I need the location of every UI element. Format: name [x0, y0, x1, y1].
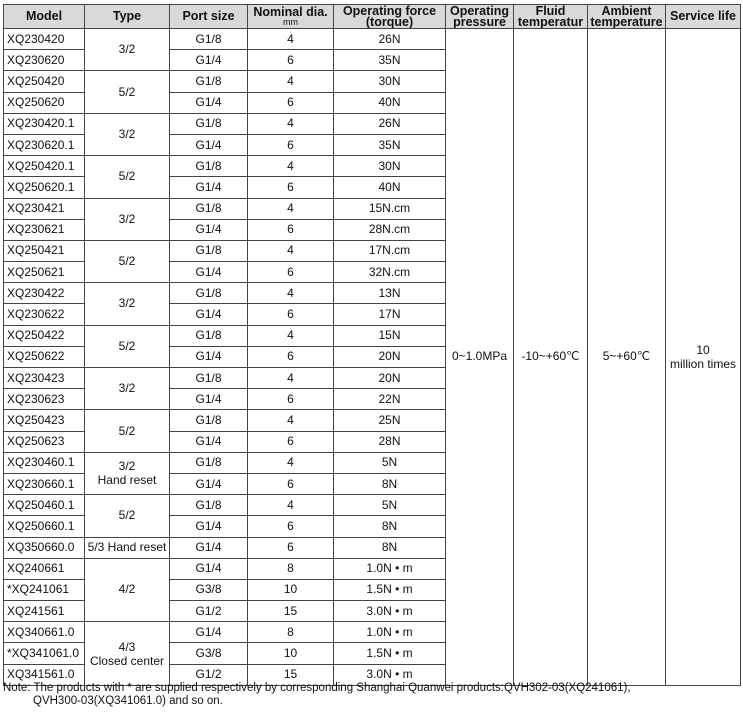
header-operating-force-sub: (torque) [365, 14, 414, 29]
port-size-cell: G3/8 [170, 643, 248, 664]
operating-force-cell: 40N [334, 92, 446, 113]
model-cell: XQ250460.1 [4, 495, 85, 516]
nominal-dia-cell: 6 [248, 389, 334, 410]
model-cell: XQ250423 [4, 410, 85, 431]
nominal-dia-cell: 8 [248, 622, 334, 643]
model-cell: XQ241561 [4, 601, 85, 622]
nominal-dia-cell: 4 [248, 71, 334, 92]
model-cell: XQ230422 [4, 283, 85, 304]
model-cell: XQ250421 [4, 240, 85, 261]
model-cell: XQ250420.1 [4, 156, 85, 177]
nominal-dia-cell: 4 [248, 113, 334, 134]
operating-force-cell: 32N.cm [334, 262, 446, 283]
operating-force-cell: 26N [334, 29, 446, 50]
operating-pressure-cell: 0~1.0MPa [446, 29, 514, 686]
nominal-dia-cell: 6 [248, 537, 334, 558]
header-fluid-temperature-line1: Fluid [535, 4, 566, 18]
operating-force-cell: 30N [334, 156, 446, 177]
nominal-dia-cell: 8 [248, 558, 334, 579]
operating-force-cell: 28N [334, 431, 446, 452]
model-cell: XQ341561.0 [4, 664, 85, 685]
operating-force-cell: 8N [334, 473, 446, 494]
operating-force-cell: 5N [334, 495, 446, 516]
type-cell [85, 622, 170, 686]
operating-force-cell: 1.5N • m [334, 579, 446, 600]
type-cell: 3/2 [85, 113, 170, 155]
port-size-cell: G1/8 [170, 325, 248, 346]
nominal-dia-cell: 4 [248, 29, 334, 50]
ambient-temperature-cell: 5~+60℃ [588, 29, 666, 686]
type-label-line: 3/2 [118, 459, 136, 474]
port-size-cell: G1/4 [170, 262, 248, 283]
operating-force-cell: 5N [334, 452, 446, 473]
header-row [4, 5, 741, 29]
nominal-dia-cell: 4 [248, 368, 334, 389]
nominal-dia-cell: 6 [248, 516, 334, 537]
port-size-cell: G1/8 [170, 113, 248, 134]
model-cell: XQ250621 [4, 262, 85, 283]
port-size-cell: G1/8 [170, 410, 248, 431]
nominal-dia-cell: 4 [248, 410, 334, 431]
header-operating-force [334, 5, 446, 29]
type-cell: 5/2 [85, 325, 170, 367]
header-operating-pressure-line1: Operating [449, 4, 510, 18]
footnote-line2: QVH300-03(XQ341061.0) and so on. [33, 695, 223, 707]
header-operating-pressure [446, 5, 514, 29]
port-size-cell: G1/4 [170, 304, 248, 325]
operating-force-cell: 17N.cm [334, 240, 446, 261]
model-cell: XQ250420 [4, 71, 85, 92]
nominal-dia-cell: 15 [248, 601, 334, 622]
operating-force-cell: 3.0N • m [334, 664, 446, 685]
nominal-dia-cell: 4 [248, 283, 334, 304]
operating-force-cell: 17N [334, 304, 446, 325]
nominal-dia-cell: 6 [248, 134, 334, 155]
type-label-line: Closed center [89, 653, 165, 668]
model-cell: XQ230622 [4, 304, 85, 325]
type-cell: 3/2 [85, 368, 170, 410]
type-cell: 5/2 [85, 410, 170, 452]
nominal-dia-cell: 6 [248, 346, 334, 367]
model-cell: XQ230421 [4, 198, 85, 219]
operating-force-cell: 3.0N • m [334, 601, 446, 622]
nominal-dia-cell: 10 [248, 579, 334, 600]
header-fluid-temperature-line2: temperatur [517, 14, 584, 29]
header-ambient-temperature-line1: Ambient [601, 4, 652, 18]
nominal-dia-cell: 4 [248, 240, 334, 261]
nominal-dia-cell: 6 [248, 473, 334, 494]
operating-force-cell: 8N [334, 516, 446, 537]
port-size-cell: G1/4 [170, 431, 248, 452]
port-size-cell: G1/4 [170, 177, 248, 198]
header-nominal-dia-unit: mm [283, 17, 298, 27]
model-cell: XQ250422 [4, 325, 85, 346]
type-cell [85, 452, 170, 494]
operating-force-cell: 26N [334, 113, 446, 134]
header-ambient-temperature-line2: temperature [590, 14, 663, 29]
port-size-cell: G1/4 [170, 558, 248, 579]
operating-force-cell: 1.0N • m [334, 622, 446, 643]
model-cell: XQ230620.1 [4, 134, 85, 155]
port-size-cell: G1/4 [170, 50, 248, 71]
header-port-size: Port size [170, 5, 248, 29]
port-size-cell: G1/8 [170, 368, 248, 389]
operating-force-cell: 30N [334, 71, 446, 92]
port-size-cell: G1/8 [170, 156, 248, 177]
table-row [4, 29, 741, 50]
header-fluid-temperature [514, 5, 588, 29]
header-model: Model [4, 5, 85, 29]
nominal-dia-cell: 4 [248, 198, 334, 219]
model-cell: XQ230423 [4, 368, 85, 389]
nominal-dia-cell: 4 [248, 495, 334, 516]
model-cell: XQ250620.1 [4, 177, 85, 198]
type-cell: 3/2 [85, 283, 170, 325]
service-life-unit: million times [669, 356, 736, 371]
port-size-cell: G1/8 [170, 283, 248, 304]
port-size-cell: G1/4 [170, 537, 248, 558]
operating-force-cell: 1.5N • m [334, 643, 446, 664]
operating-force-cell: 1.0N • m [334, 558, 446, 579]
model-cell: XQ250620 [4, 92, 85, 113]
model-cell: *XQ341061.0 [4, 643, 85, 664]
port-size-cell: G1/8 [170, 495, 248, 516]
port-size-cell: G1/2 [170, 601, 248, 622]
model-cell: XQ250660.1 [4, 516, 85, 537]
nominal-dia-cell: 6 [248, 431, 334, 452]
port-size-cell: G1/8 [170, 29, 248, 50]
type-cell: 4/2 [85, 558, 170, 622]
model-cell: XQ350660.0 [4, 537, 85, 558]
footnote-line1: Note: The products with * are supplied respectively by corresponding Shanghai Quanwei products:QVH302-03(XQ241061), [3, 682, 631, 694]
port-size-cell: G1/4 [170, 622, 248, 643]
service-life-cell [666, 29, 741, 686]
model-cell: XQ230621 [4, 219, 85, 240]
port-size-cell: G1/4 [170, 516, 248, 537]
operating-force-cell: 8N [334, 537, 446, 558]
header-service-life: Service life [666, 5, 741, 29]
type-cell: 5/2 [85, 240, 170, 282]
header-type: Type [85, 5, 170, 29]
type-label-line: 4/3 [118, 639, 136, 654]
port-size-cell: G1/4 [170, 346, 248, 367]
operating-force-cell: 35N [334, 134, 446, 155]
port-size-cell: G1/4 [170, 92, 248, 113]
port-size-cell: G1/8 [170, 198, 248, 219]
type-cell: 5/2 [85, 495, 170, 537]
nominal-dia-cell: 6 [248, 219, 334, 240]
header-ambient-temperature [588, 5, 666, 29]
nominal-dia-cell: 4 [248, 156, 334, 177]
model-cell: XQ250622 [4, 346, 85, 367]
port-size-cell: G1/4 [170, 219, 248, 240]
nominal-dia-cell: 6 [248, 262, 334, 283]
operating-force-cell: 15N.cm [334, 198, 446, 219]
port-size-cell: G1/8 [170, 240, 248, 261]
nominal-dia-cell: 6 [248, 177, 334, 198]
header-nominal-dia [248, 5, 334, 29]
type-cell: 5/2 [85, 156, 170, 198]
model-cell: XQ240661 [4, 558, 85, 579]
model-cell: XQ250623 [4, 431, 85, 452]
nominal-dia-cell: 6 [248, 304, 334, 325]
nominal-dia-cell: 6 [248, 92, 334, 113]
model-cell: *XQ241061 [4, 579, 85, 600]
nominal-dia-cell: 10 [248, 643, 334, 664]
operating-force-cell: 20N [334, 368, 446, 389]
type-cell: 3/2 [85, 198, 170, 240]
operating-force-cell: 35N [334, 50, 446, 71]
port-size-cell: G1/8 [170, 452, 248, 473]
footnote [3, 682, 740, 708]
nominal-dia-cell: 6 [248, 50, 334, 71]
type-cell: 3/2 [85, 29, 170, 71]
operating-force-cell: 13N [334, 283, 446, 304]
port-size-cell: G1/4 [170, 473, 248, 494]
port-size-cell: G1/4 [170, 134, 248, 155]
port-size-cell: G1/2 [170, 664, 248, 685]
operating-force-cell: 25N [334, 410, 446, 431]
type-label-line: Hand reset [97, 473, 157, 488]
port-size-cell: G1/8 [170, 71, 248, 92]
model-cell: XQ230620 [4, 50, 85, 71]
header-operating-force-label: Operating force [342, 4, 437, 18]
operating-force-cell: 20N [334, 346, 446, 367]
header-nominal-dia-label: Nominal dia. [253, 5, 328, 19]
nominal-dia-cell: 4 [248, 325, 334, 346]
model-cell: XQ230420.1 [4, 113, 85, 134]
type-cell: 5/2 [85, 71, 170, 113]
operating-force-cell: 28N.cm [334, 219, 446, 240]
model-cell: XQ340661.0 [4, 622, 85, 643]
fluid-temperature-cell: -10~+60℃ [514, 29, 588, 686]
table-body [4, 29, 741, 686]
spec-table [3, 4, 741, 686]
model-cell: XQ230623 [4, 389, 85, 410]
port-size-cell: G1/4 [170, 389, 248, 410]
port-size-cell: G3/8 [170, 579, 248, 600]
model-cell: XQ230460.1 [4, 452, 85, 473]
operating-force-cell: 22N [334, 389, 446, 410]
operating-force-cell: 15N [334, 325, 446, 346]
header-operating-pressure-line2: pressure [453, 14, 506, 29]
nominal-dia-cell: 15 [248, 664, 334, 685]
type-cell: 5/3 Hand reset [85, 537, 170, 558]
operating-force-cell: 40N [334, 177, 446, 198]
model-cell: XQ230420 [4, 29, 85, 50]
service-life-value: 10 [696, 342, 710, 357]
model-cell: XQ230660.1 [4, 473, 85, 494]
nominal-dia-cell: 4 [248, 452, 334, 473]
